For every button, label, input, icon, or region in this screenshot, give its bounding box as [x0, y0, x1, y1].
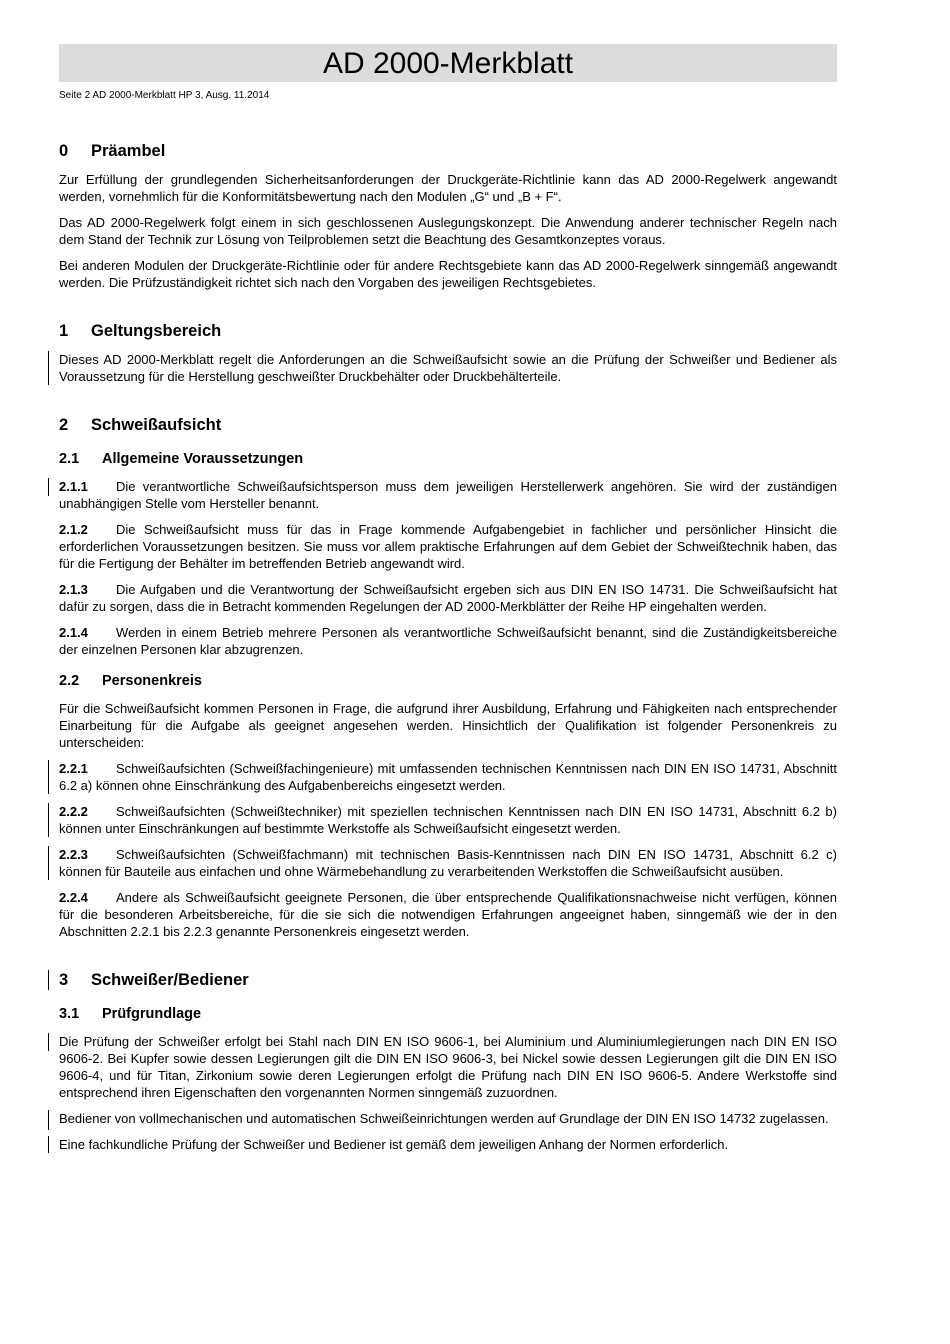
clause-text: Werden in einem Betrieb mehrere Personen als verantwortliche Schweißaufsicht benannt, sind die Zuständigkeitsbereiche der einzelnen Personen klar abzugrenzen. — [59, 625, 837, 657]
clause-2-2-3 — [59, 846, 837, 880]
clause-number: 2.1.1 — [59, 479, 88, 494]
clause-text: Andere als Schweißaufsicht geeignete Personen, die über entsprechende Qualifikationsnachweise nicht verfügen, können für die besonderen Arbeitsbereiche, für die sie sich die notwendigen Erfahrungen angeeignet haben, sinngemäß wie der in den Abschnitten 2.2.1 bis 2.2.3 genannte Personenkreis eingesetzt werden. — [59, 890, 837, 939]
clause-text: Die Aufgaben und die Verantwortung der Schweißaufsicht ergeben sich aus DIN EN ISO 14731. Die Schweißaufsicht hat dafür zu sorgen, dass die in Betracht kommenden Regelungen der AD 2000-Merkblätter der Reihe HP eingehalten werden. — [59, 582, 837, 614]
subsection-title: Prüfgrundlage — [102, 1006, 202, 1022]
section-number: 2 — [59, 416, 69, 434]
section-number: 3 — [59, 971, 69, 989]
page-subline: Seite 2 AD 2000-Merkblatt HP 3, Ausg. 11.2014 — [59, 90, 270, 101]
clause-2-1-3 — [59, 581, 837, 615]
clause-number: 2.2.4 — [59, 890, 88, 905]
paragraph: Zur Erfüllung der grundlegenden Sicherheitsanforderungen der Druckgeräte-Richtlinie kann das AD 2000-Regelwerk angewandt werden, vornehmlich für die Konformitätsbewertung nach den Modulen „G“ und „B + F“. — [59, 172, 837, 204]
section-2-heading — [59, 415, 837, 435]
clause-2-1-4 — [59, 624, 837, 658]
section-number: 0 — [59, 142, 69, 160]
clause-text: Schweißaufsichten (Schweißfachmann) mit technischen Basis-Kenntnissen nach DIN EN ISO 14731, Abschnitt 6.2 c) können für Bauteile aus einfachen und ohne Wärmebehandlung zu verarbeitenden Werkstoffen die Schweißaufsicht ausüben. — [59, 847, 837, 879]
subsection-2-1-heading — [59, 450, 837, 468]
section-number: 1 — [59, 322, 69, 340]
subsection-number: 3.1 — [59, 1006, 80, 1022]
subsection-title: Personenkreis — [102, 673, 202, 689]
clause-text: Schweißaufsichten (Schweißtechniker) mit speziellen technischen Kenntnissen nach DIN EN ISO 14731, Abschnitt 6.2 b) können unter Einschränkungen auf bestimmte Werkstoffe als Schweißaufsicht eingesetzt werden. — [59, 804, 837, 836]
clause-2-1-1 — [59, 478, 837, 512]
clause-number: 2.2.1 — [59, 761, 88, 776]
paragraph: Die Prüfung der Schweißer erfolgt bei Stahl nach DIN EN ISO 9606-1, bei Aluminium und Aluminiumlegierungen nach DIN EN ISO 9606-2. Bei Kupfer sowie dessen Legierungen gilt die DIN EN ISO 9606-3, bei Nickel sowie dessen Legierungen gilt die DIN EN ISO 9606-4, und für Titan, Zirkonium sowie deren Legierungen erfolgt die Prüfung nach DIN EN ISO 9606-5. Andere Werkstoffe sind entsprechend ihren Eigenschaften den vorgenannten Normen sinngemäß zuzuordnen. — [59, 1034, 837, 1100]
section-title: Präambel — [91, 142, 166, 160]
clause-number: 2.1.4 — [59, 625, 88, 640]
clause-number: 2.1.2 — [59, 522, 88, 537]
clause-text: Schweißaufsichten (Schweißfachingenieure) mit umfassenden technischen Kenntnissen nach DIN EN ISO 14731, Abschnitt 6.2 a) können ohne Einschränkung des Aufgabenbereichs eingesetzt werden. — [59, 761, 837, 793]
paragraph: Das AD 2000-Regelwerk folgt einem in sich geschlossenen Auslegungskonzept. Die Anwendung anderer technischer Regeln nach dem Stand der Technik zur Lösung von Teilproblemen setzt die Beachtung des Gesamtkonzeptes voraus. — [59, 215, 837, 247]
clause-2-2-2 — [59, 803, 837, 837]
paragraph: Bei anderen Modulen der Druckgeräte-Richtlinie oder für andere Rechtsgebiete kann das AD 2000-Regelwerk sinngemäß angewandt werden. Die Prüfzuständigkeit richtet sich nach den Vorgaben des jeweiligen Rechtsgebietes. — [59, 258, 837, 290]
clause-2-1-2 — [59, 521, 837, 572]
paragraph: Bediener von vollmechanischen und automatischen Schweißeinrichtungen werden auf Grundlage der DIN EN ISO 14732 zugelassen. — [59, 1110, 837, 1127]
document-title: AD 2000-Merkblatt — [322, 47, 574, 80]
document-page — [59, 44, 837, 1153]
paragraph: Für die Schweißaufsicht kommen Personen in Frage, die aufgrund ihrer Ausbildung, Erfahrung und Fähigkeiten nach entsprechender Einarbeitung für die Aufgabe als geeignet angesehen werden. Hinsichtlich der Qualifikation ist folgender Personenkreis zu unterscheiden: — [59, 701, 837, 750]
section-0-heading — [59, 141, 837, 161]
paragraph: Dieses AD 2000-Merkblatt regelt die Anforderungen an die Schweißaufsicht sowie an die Prüfung der Schweißer und Bediener als Voraussetzung für die Herstellung geschweißter Druckbehälter oder Druckbehälterteile. — [59, 352, 837, 384]
section-title: Schweißer/Bediener — [91, 971, 249, 989]
clause-2-2-4 — [59, 889, 837, 940]
section-title: Geltungsbereich — [91, 322, 222, 340]
section-3-heading — [59, 970, 837, 990]
section-title: Schweißaufsicht — [91, 416, 222, 434]
clause-text: Die Schweißaufsicht muss für das in Frage kommende Aufgabengebiet in fachlicher und persönlicher Hinsicht die erforderlichen Voraussetzungen besitzen. Sie muss vor allem praktische Erfahrungen auf dem Gebiet der Schweißtechnik haben, das für die Fertigung der Behälter im betreffenden Betrieb angewandt wird. — [59, 522, 837, 571]
section-1-heading — [59, 321, 837, 341]
clause-number: 2.2.2 — [59, 804, 88, 819]
clause-text: Die verantwortliche Schweißaufsichtsperson muss dem jeweiligen Herstellerwerk angehören. Sie wird der zuständigen unabhängigen Stelle vom Hersteller benannt. — [59, 479, 837, 511]
clause-2-2-1 — [59, 760, 837, 794]
paragraph: Eine fachkundliche Prüfung der Schweißer und Bediener ist gemäß dem jeweiligen Anhang der Normen erforderlich. — [59, 1136, 837, 1153]
subsection-number: 2.1 — [59, 451, 80, 467]
clause-number: 2.2.3 — [59, 847, 88, 862]
clause-number: 2.1.3 — [59, 582, 88, 597]
document-title-banner — [59, 44, 837, 82]
subsection-title: Allgemeine Voraussetzungen — [102, 451, 304, 467]
subsection-3-1-heading — [59, 1005, 837, 1023]
subsection-2-2-heading — [59, 672, 837, 690]
subsection-number: 2.2 — [59, 673, 80, 689]
